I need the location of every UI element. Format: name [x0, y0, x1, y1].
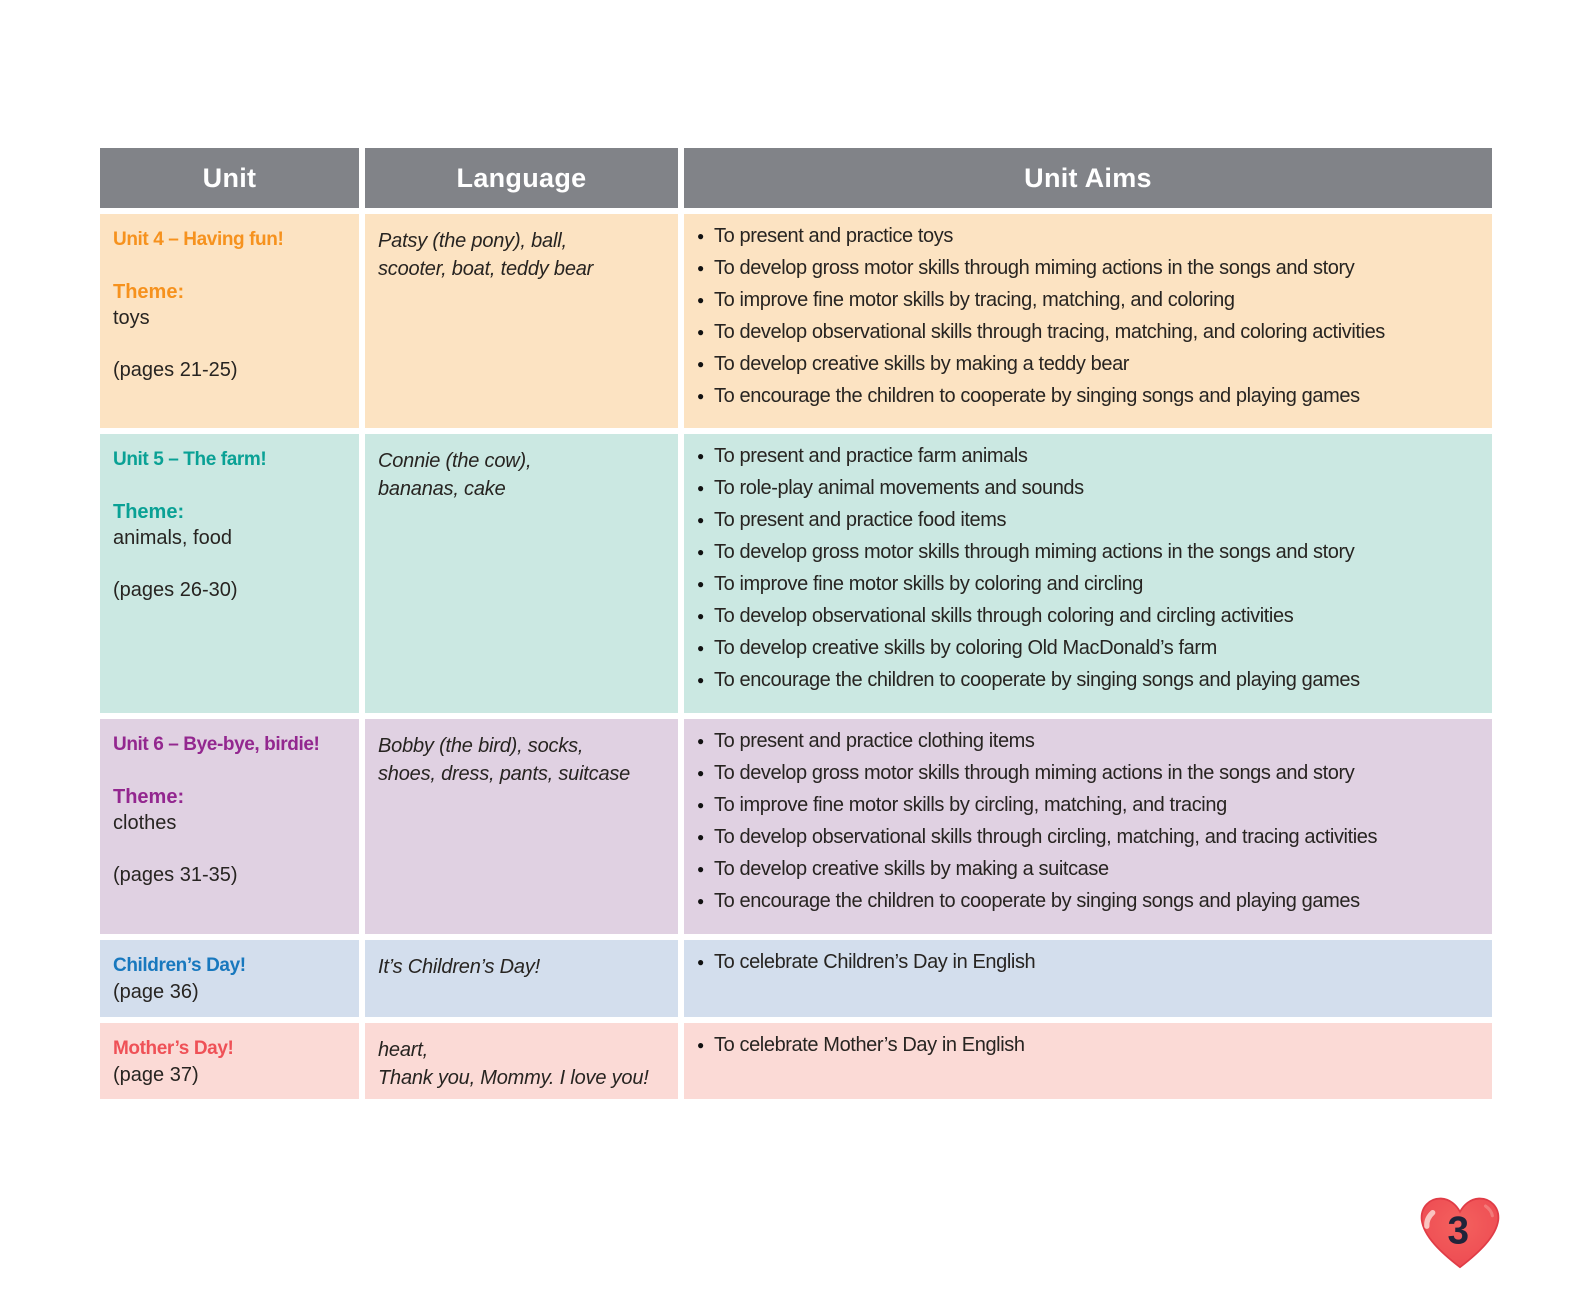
aim-item [697, 952, 1484, 973]
aim-text: To develop gross motor skills through miming actions in the songs and story [714, 257, 1355, 279]
unit-cell-row-1 [100, 214, 359, 428]
page-number: 3 [1447, 1209, 1470, 1253]
unit-cell-row-2 [100, 434, 359, 713]
bullet-icon: ● [697, 293, 704, 307]
theme-label: Theme: [113, 501, 185, 523]
bullet-icon: ● [697, 229, 704, 243]
language-line: Bobby (the bird), socks, [378, 735, 584, 757]
language-line: Patsy (the pony), ball, [378, 230, 567, 252]
aim-text: To develop gross motor skills through miming actions in the songs and story [714, 762, 1355, 784]
aim-item [697, 478, 1484, 499]
unit-cell-row-4 [100, 940, 359, 1017]
unit-title: Unit 6 – Bye-bye, birdie! [113, 734, 320, 755]
aim-text: To develop gross motor skills through miming actions in the songs and story [714, 541, 1355, 563]
page-range: (page 36) [113, 981, 199, 1003]
aim-text: To encourage the children to cooperate by singing songs and playing games [714, 385, 1360, 407]
unit-title: Children’s Day! [113, 955, 246, 976]
bullet-icon: ● [697, 449, 704, 463]
bullet-icon: ● [697, 1038, 704, 1052]
aim-text: To develop observational skills through coloring and circling activities [714, 605, 1294, 627]
aims-list [697, 446, 1484, 691]
language-line: Connie (the cow), [378, 450, 532, 472]
language-line: It’s Children’s Day! [378, 956, 540, 978]
column-header-unit: Unit [100, 148, 359, 208]
unit-cell-row-3 [100, 719, 359, 934]
aim-item [697, 354, 1484, 375]
language-cell-row-4 [365, 940, 678, 1017]
bullet-icon: ● [697, 513, 704, 527]
aim-item [697, 258, 1484, 279]
aim-text: To develop observational skills through tracing, matching, and coloring activities [714, 321, 1385, 343]
aim-text: To present and practice food items [714, 509, 1007, 531]
bullet-icon: ● [697, 673, 704, 687]
aim-text: To improve fine motor skills by circling, matching, and tracing [714, 794, 1227, 816]
unit-title: Mother’s Day! [113, 1038, 234, 1059]
aim-text: To present and practice toys [714, 225, 953, 247]
bullet-icon: ● [697, 389, 704, 403]
aim-text: To develop creative skills by coloring Old MacDonald’s farm [714, 637, 1217, 659]
aim-text: To celebrate Mother’s Day in English [714, 1034, 1025, 1056]
bullet-icon: ● [697, 357, 704, 371]
bullet-icon: ● [697, 766, 704, 780]
bullet-icon: ● [697, 261, 704, 275]
bullet-icon: ● [697, 577, 704, 591]
language-line: heart, [378, 1039, 428, 1061]
aims-cell-row-3 [684, 719, 1492, 934]
page-range: (pages 26-30) [113, 579, 238, 601]
aims-cell-row-2 [684, 434, 1492, 713]
language-cell-row-2 [365, 434, 678, 713]
page-range: (pages 31-35) [113, 864, 238, 886]
heart-icon [1416, 1190, 1504, 1274]
aim-text: To improve fine motor skills by coloring and circling [714, 573, 1143, 595]
aim-item [697, 891, 1484, 912]
aims-list [697, 952, 1484, 973]
aim-item [697, 574, 1484, 595]
aim-item [697, 606, 1484, 627]
aim-item [697, 386, 1484, 407]
aim-item [697, 763, 1484, 784]
unit-title: Unit 5 – The farm! [113, 449, 267, 470]
aim-item [697, 446, 1484, 467]
aim-text: To develop creative skills by making a suitcase [714, 858, 1109, 880]
aim-item [697, 290, 1484, 311]
aims-list [697, 226, 1484, 407]
language-line: shoes, dress, pants, suitcase [378, 763, 631, 785]
bullet-icon: ● [697, 325, 704, 339]
bullet-icon: ● [697, 798, 704, 812]
aim-item [697, 670, 1484, 691]
aim-text: To encourage the children to cooperate by singing songs and playing games [714, 669, 1360, 691]
language-line: scooter, boat, teddy bear [378, 258, 594, 280]
bullet-icon: ● [697, 862, 704, 876]
bullet-icon: ● [697, 894, 704, 908]
aim-text: To role-play animal movements and sounds [714, 477, 1084, 499]
aim-item [697, 542, 1484, 563]
aim-item [697, 795, 1484, 816]
aim-item [697, 510, 1484, 531]
language-cell-row-5 [365, 1023, 678, 1099]
column-header-language: Language [365, 148, 678, 208]
aims-list [697, 1035, 1484, 1056]
aims-cell-row-1 [684, 214, 1492, 428]
aims-cell-row-4 [684, 940, 1492, 1017]
aim-text: To celebrate Children’s Day in English [714, 951, 1036, 973]
aim-item [697, 226, 1484, 247]
theme-label: Theme: [113, 786, 185, 808]
language-line: Thank you, Mommy. I love you! [378, 1067, 649, 1089]
language-cell-row-1 [365, 214, 678, 428]
bullet-icon: ● [697, 955, 704, 969]
bullet-icon: ● [697, 609, 704, 623]
unit-title: Unit 4 – Having fun! [113, 229, 284, 250]
aim-item [697, 638, 1484, 659]
aim-item [697, 322, 1484, 343]
aim-text: To present and practice farm animals [714, 445, 1028, 467]
aims-list [697, 731, 1484, 912]
theme-value: animals, food [113, 527, 232, 549]
aim-text: To present and practice clothing items [714, 730, 1035, 752]
language-cell-row-3 [365, 719, 678, 934]
column-header-unit-aims: Unit Aims [684, 148, 1492, 208]
theme-value: clothes [113, 812, 177, 834]
theme-label: Theme: [113, 281, 185, 303]
aim-text: To improve fine motor skills by tracing, matching, and coloring [714, 289, 1235, 311]
unit-table [100, 148, 1492, 1099]
page-range: (page 37) [113, 1064, 199, 1086]
aim-item [697, 827, 1484, 848]
theme-value: toys [113, 307, 150, 329]
aim-text: To encourage the children to cooperate by singing songs and playing games [714, 890, 1360, 912]
aim-text: To develop observational skills through circling, matching, and tracing activities [714, 826, 1378, 848]
bullet-icon: ● [697, 830, 704, 844]
aim-item [697, 859, 1484, 880]
language-line: bananas, cake [378, 478, 506, 500]
aim-item [697, 1035, 1484, 1056]
bullet-icon: ● [697, 734, 704, 748]
bullet-icon: ● [697, 641, 704, 655]
unit-cell-row-5 [100, 1023, 359, 1099]
bullet-icon: ● [697, 545, 704, 559]
page-number-badge [1416, 1190, 1504, 1274]
aims-cell-row-5 [684, 1023, 1492, 1099]
aim-text: To develop creative skills by making a teddy bear [714, 353, 1130, 375]
page-range: (pages 21-25) [113, 359, 238, 381]
bullet-icon: ● [697, 481, 704, 495]
aim-item [697, 731, 1484, 752]
